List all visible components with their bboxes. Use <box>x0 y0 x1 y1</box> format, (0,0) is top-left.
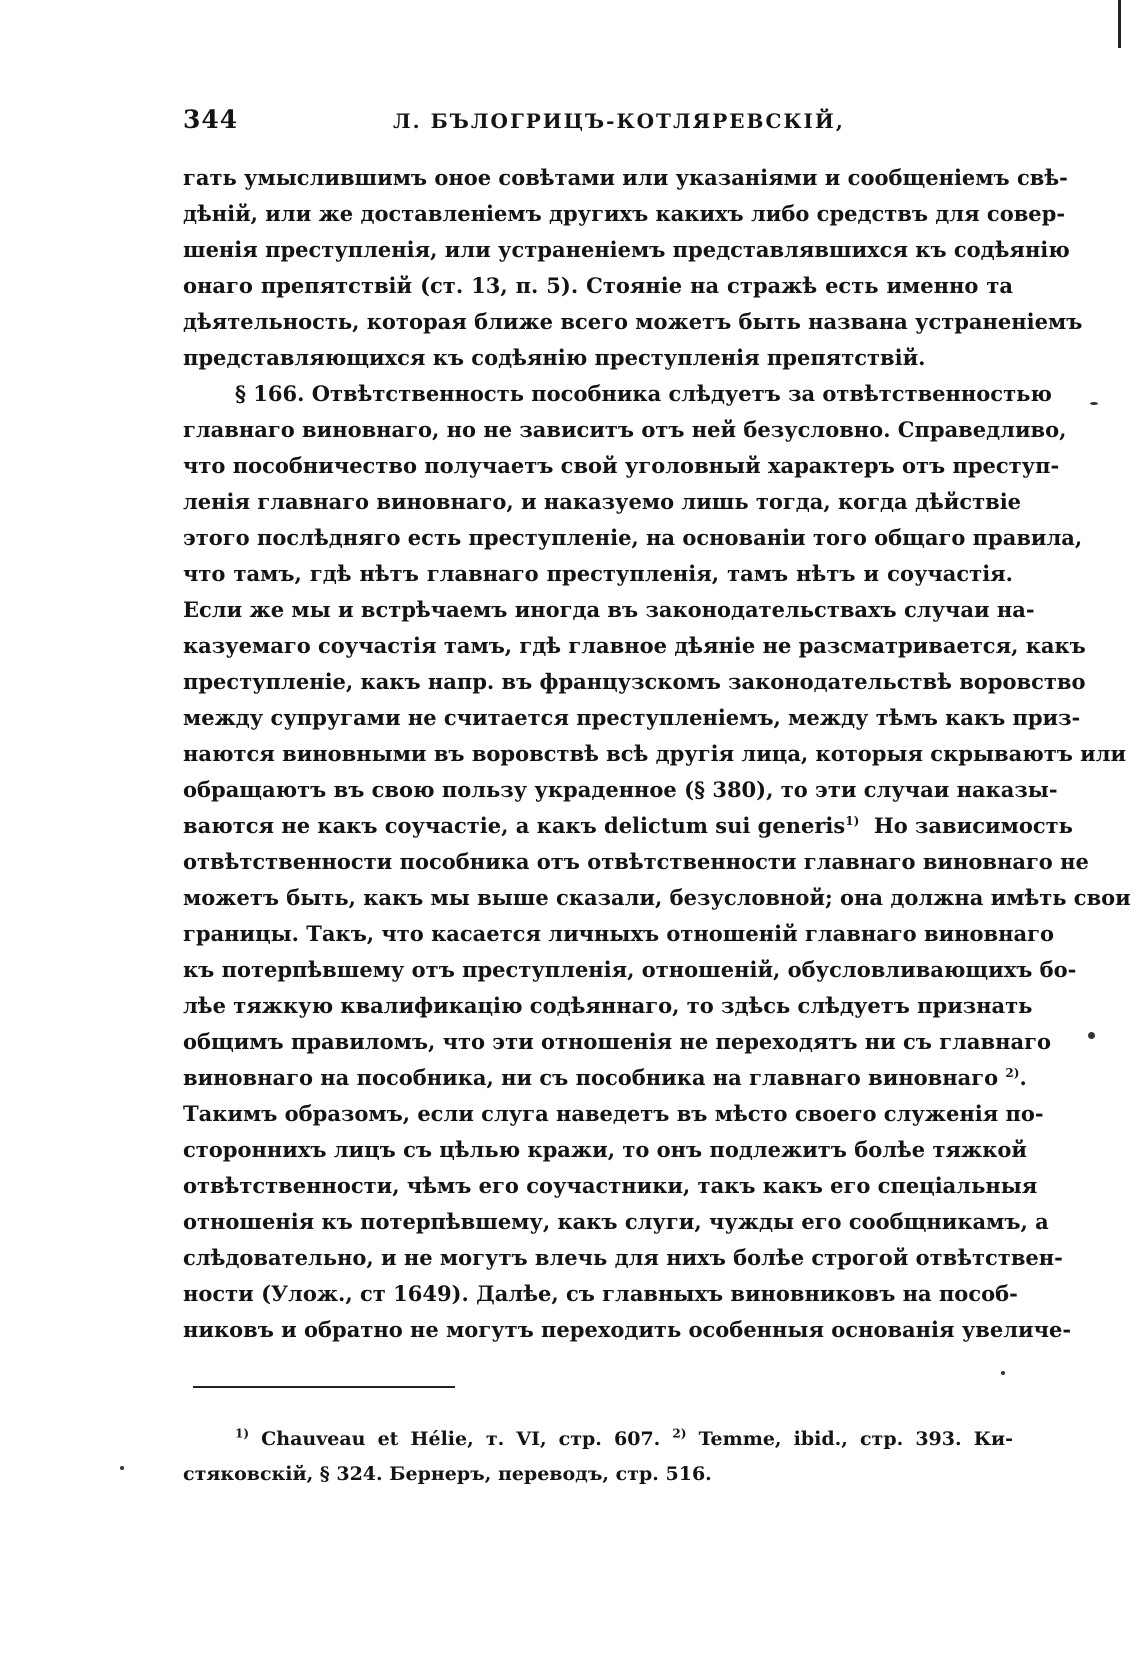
text-line: главнаго виновнаго, но не зависитъ отъ ней безусловно. Справедливо, <box>183 417 1067 442</box>
scan-border-line <box>1118 0 1121 48</box>
text-line: слѣдовательно, и не могутъ влечь для нихъ болѣе строгой отвѣтствен- <box>183 1245 1063 1270</box>
text-line: дѣятельность, которая ближе всего можетъ быть названа устраненіемъ <box>183 309 1083 334</box>
text-line: никовъ и обратно не могутъ переходить особенныя основанія увеличе- <box>183 1317 1072 1342</box>
scan-speck <box>120 1466 124 1470</box>
text-line: что пособничество получаетъ свой уголовный характеръ отъ преступ- <box>183 453 1060 478</box>
text-line: что тамъ, гдѣ нѣтъ главнаго преступленія, тамъ нѣтъ и соучастія. <box>183 561 1013 586</box>
text-line: Такимъ образомъ, если слуга наведетъ въ мѣсто своего служенія по- <box>183 1101 1044 1126</box>
footnote-ref-1: 1) <box>845 814 860 828</box>
text-segment: ваются не какъ соучастіе, а какъ delictum sui generis <box>183 813 846 838</box>
text-line: отвѣтственности пособника отъ отвѣтственности главнаго виновнаго не <box>183 849 1089 874</box>
text-line: шенія преступленія, или устраненіемъ представлявшихся къ содѣянію <box>183 237 1070 262</box>
footnote-1-mark: 1) <box>235 1426 250 1441</box>
text-line: казуемаго соучастія тамъ, гдѣ главное дѣяніе не разсматривается, какъ <box>183 633 1086 658</box>
footnote-ref-2: 2) <box>1005 1066 1020 1080</box>
text-line-with-ref <box>183 1060 1027 1096</box>
scan-speck <box>1090 402 1098 405</box>
text-line: ности (Улож., ст 1649). Далѣе, съ главныхъ виновниковъ на пособ- <box>183 1281 1018 1306</box>
footnote-1-text: Chauveau et Hélie, т. VI, стр. 607. <box>261 1428 661 1450</box>
section-166-start: § 166. Отвѣтственность пособника слѣдуетъ за отвѣтственностью <box>235 381 1052 406</box>
text-line: стороннихъ лицъ съ цѣлью кражи, то онъ подлежитъ болѣе тяжкой <box>183 1137 1027 1162</box>
scan-speck <box>1088 1032 1095 1039</box>
text-line: представляющихся къ содѣянію преступленія препятствій. <box>183 345 926 370</box>
text-line: преступленіе, какъ напр. въ французскомъ законодательствѣ воровство <box>183 669 1086 694</box>
footnotes <box>183 1422 1013 1492</box>
text-line: этого послѣдняго есть преступленіе, на основаніи того общаго правила, <box>183 525 1083 550</box>
text-line: къ потерпѣвшему отъ преступленія, отношеній, обусловливающихъ бо- <box>183 957 1077 982</box>
footnote-2-mark: 2) <box>672 1426 687 1441</box>
text-segment: . <box>1019 1065 1027 1090</box>
text-line: онаго препятствій (ст. 13, п. 5). Стояніе на стражѣ есть именно та <box>183 273 1013 298</box>
footnote-1 <box>235 1428 660 1450</box>
footnote-2-text: Temme, ibid., стр. 393. Ки- <box>698 1428 1013 1450</box>
text-line: ленія главнаго виновнаго, и наказуемо лишь тогда, когда дѣйствіе <box>183 489 1022 514</box>
text-line: дѣній, или же доставленіемъ другихъ какихъ либо средствъ для совер- <box>183 201 1066 226</box>
text-line: отношенія къ потерпѣвшему, какъ слуги, чужды его сообщникамъ, а <box>183 1209 1049 1234</box>
text-line: наются виновными въ воровствѣ всѣ другія лица, которыя скрываютъ или <box>183 741 1127 766</box>
footnote-line <box>183 1422 1013 1457</box>
footnote-2-continuation: стяковскій, § 324. Бернеръ, переводъ, стр. 516. <box>183 1463 712 1485</box>
text-line: можетъ быть, какъ мы выше сказали, безусловной; она должна имѣть свои <box>183 885 1131 910</box>
page-number: 344 <box>183 105 239 134</box>
footnote-2 <box>672 1428 1013 1450</box>
text-segment: Но зависимость <box>873 813 1073 838</box>
body-text <box>183 160 1131 1348</box>
text-line: общимъ правиломъ, что эти отношенія не переходятъ ни съ главнаго <box>183 1029 1051 1054</box>
text-segment: виновнаго на пособника, ни съ пособника на главнаго виновнаго <box>183 1065 999 1090</box>
text-line: лѣе тяжкую квалификацію содѣяннаго, то здѣсь слѣдуетъ признать <box>183 993 1033 1018</box>
text-line: обращаютъ въ свою пользу украденное (§ 380), то эти случаи наказы- <box>183 777 1058 802</box>
text-line: отвѣтственности, чѣмъ его соучастники, такъ какъ его спеціальныя <box>183 1173 1038 1198</box>
text-line-with-ref <box>183 808 1073 844</box>
author-heading: Л. БЪЛОГРИЦЪ-КОТЛЯРЕВСКІЙ, <box>393 109 845 133</box>
footnote-rule <box>193 1386 455 1388</box>
text-line: гать умыслившимъ оное совѣтами или указаніями и сообщеніемъ свѣ- <box>183 165 1068 190</box>
running-head <box>183 105 1013 141</box>
scan-speck <box>1001 1371 1005 1375</box>
text-line: между супругами не считается преступленіемъ, между тѣмъ какъ приз- <box>183 705 1081 730</box>
text-line: Если же мы и встрѣчаемъ иногда въ законодательствахъ случаи на- <box>183 597 1035 622</box>
text-line: границы. Такъ, что касается личныхъ отношеній главнаго виновнаго <box>183 921 1054 946</box>
